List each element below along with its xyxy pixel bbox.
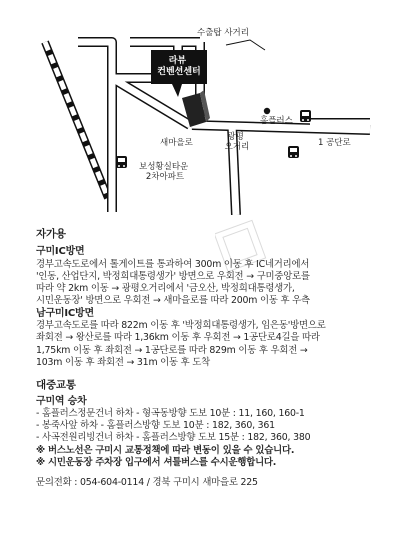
north-road-label: 수출탑 사거리 — [197, 28, 249, 38]
gumi-ic-line: 경부고속도로에서 톨게이트를 통과하여 300m 이동 후 IC네거리에서 — [36, 258, 310, 270]
saemaeul-ro-label: 새마을로 — [160, 138, 193, 148]
gwangpyeong-label: 광평 오거리 — [224, 132, 250, 152]
namgumi-ic-title: 남구미IC방면 — [36, 307, 94, 319]
shuttle-notice: ※ 시민운동장 주차장 입구에서 셔틀버스를 수시운행합니다. — [36, 457, 277, 469]
bus-stop-icon — [116, 156, 127, 168]
public-transport-title: 대중교통 — [36, 379, 76, 392]
contact-info: 문의전화 : 054-604-0114 / 경북 구미시 새마을로 225 — [36, 477, 258, 489]
gumi-ic-line: '인동, 산업단지, 박정희대통령생가' 방면으로 우회전 → 구미중앙로를 — [36, 270, 310, 282]
location-map — [0, 0, 400, 215]
namgumi-ic-line: 103m 이동 후 좌회전 → 31m 이동 후 도착 — [36, 356, 211, 368]
homeplus-label: 홈플러스 — [260, 116, 293, 126]
industrial-road-label: 1 공단로 — [318, 138, 351, 148]
bus-route-line: - 봉죽사앞 하차 - 홈플러스방향 도보 10분 : 182, 360, 361 — [36, 420, 275, 432]
directions-text — [36, 228, 388, 499]
railway-line — [45, 42, 108, 198]
gumi-ic-title: 구미IC방면 — [36, 246, 85, 258]
bus-route-line: - 홈플러스정문건너 하차 - 형곡동방향 도보 10분 : 11, 160, 160-1 — [36, 407, 305, 419]
namgumi-ic-line: 좌회전 → 왕산로를 따라 1,36km 이동 후 우회전 → 1공단로4길을 따라 — [36, 332, 320, 344]
gumi-station-title: 구미역 승차 — [36, 395, 87, 407]
bus-notice: ※ 버스노선은 구미시 교통정책에 따라 변동이 있을 수 있습니다. — [36, 444, 295, 456]
venue-label: 라뷰 컨벤션센터 — [157, 56, 201, 77]
car-section-title: 자가용 — [36, 228, 66, 240]
bus-stop-icon — [288, 146, 299, 158]
namgumi-ic-line: 경부고속도로를 따라 822m 이동 후 '박정희대통령생가, 임은동'방면으로 — [36, 320, 326, 332]
namgumi-ic-line: 1,75km 이동 후 좌회전 → 1공단로를 따라 829m 이동 후 우회전 → — [36, 344, 308, 356]
apartment-label: 보성황실타운 2차아파트 — [139, 162, 189, 182]
gumi-ic-line: 따라 약 2km 이동 → 광평오거리에서 '금오산, 박정희대통령생가, — [36, 283, 295, 295]
bus-route-line: - 사곡전원리빙건너 하차 - 홈플러스방향 도보 15분 : 182, 360, 380 — [36, 432, 311, 444]
gumi-ic-line: 시민운동장' 방면으로 우회전 → 새마을로를 따라 200m 이동 후 우측 — [36, 295, 310, 307]
homeplus-marker-icon — [264, 108, 270, 114]
bus-stop-icon — [300, 110, 311, 122]
